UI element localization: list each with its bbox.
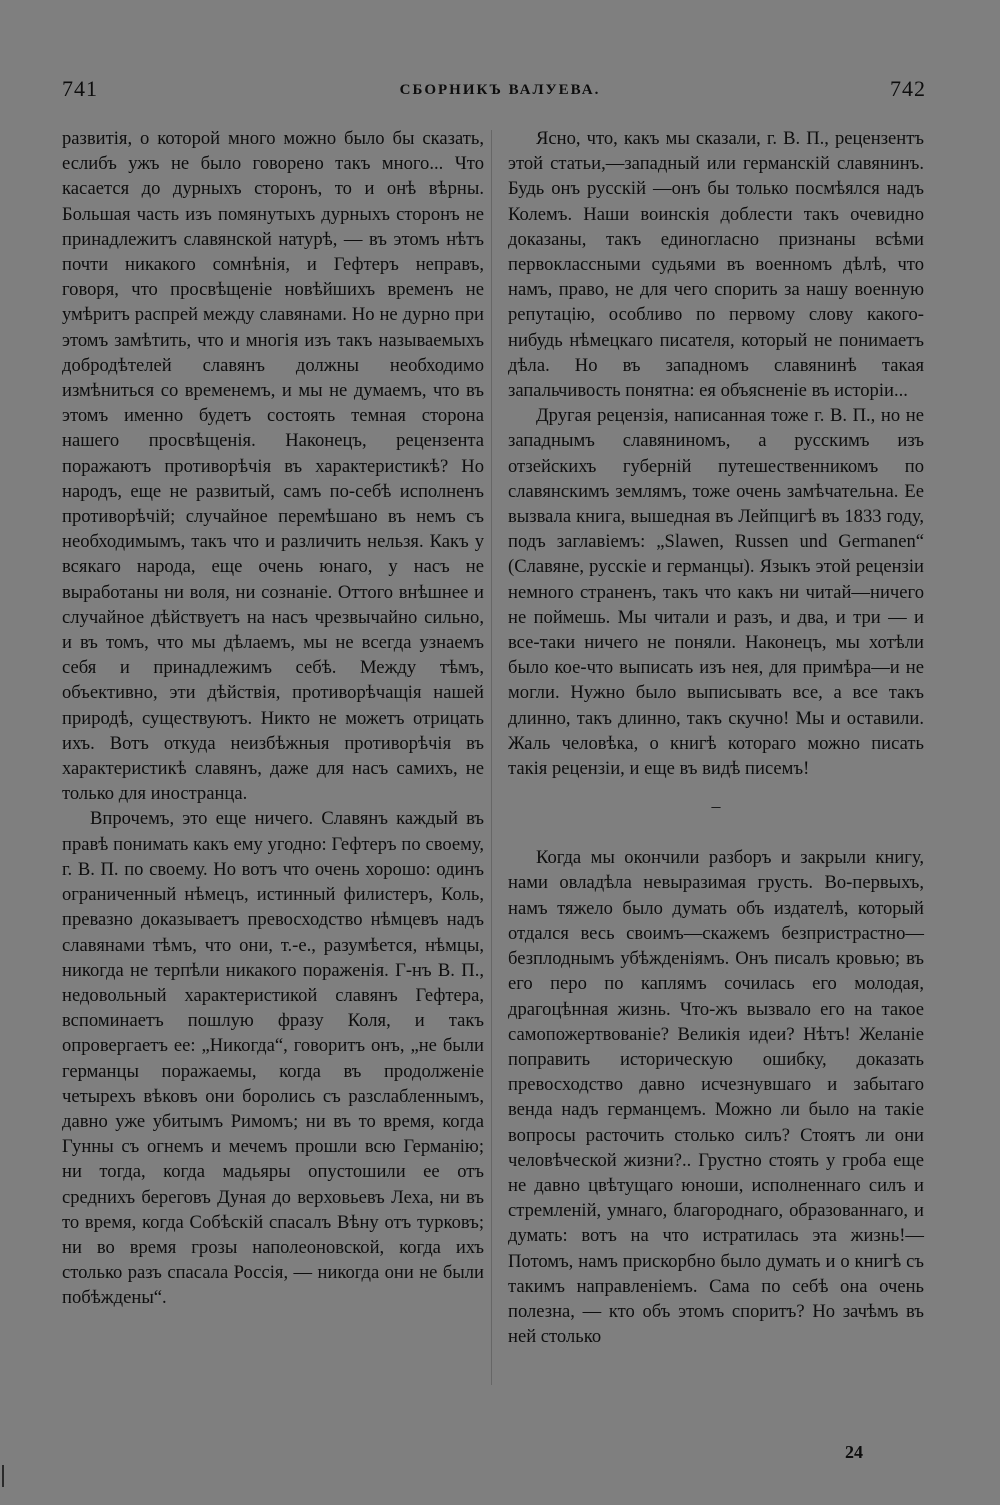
right-column — [508, 126, 924, 1349]
page-number-right: 742 — [890, 76, 926, 101]
paragraph: Впрочемъ, это еще ничего. Славянъ каждый въ правѣ понимать какъ ему угодно: Гефтеръ по своему, г. В. П. по своему. Но вотъ что очень хорошо: одинъ ограниченный нѣмецъ, истинный филистеръ, Коль, превазно доказываетъ превосходство нѣмцевъ надъ славянами тѣмъ, что они, т.-е., разумѣется, нѣмцы, никогда не терпѣли никакого пораженія. Г-нъ В. П., недовольный характеристикой славянъ Гефтера, вспоминаетъ пошлую фразу Коля, и такъ опровергаетъ ее: „Никогда“, говоритъ онъ, „не были германцы поражаемы, когда въ продолженіе четырехъ вѣковъ они боролись съ разслабленнымъ, давно уже убитымъ Римомъ; ни въ то время, когда Гунны съ огнемъ и мечемъ прошли всю Германію; ни тогда, когда мадьяры опустошили ее отъ среднихъ береговъ Дуная до верховьевъ Леха, ни въ то время, когда Собѣскій спасалъ Вѣну отъ турковъ; ни во время грозы наполеоновской, когда ихъ столько разъ спасала Россія, — никогда они не были побѣждены“. — [62, 808, 484, 1309]
page-number-left: 741 — [62, 76, 98, 101]
paragraph: Другая рецензія, написанная тоже г. В. П., но не западнымъ славяниномъ, а русскимъ изъ отзейскихъ губерній путешественникомъ по славянскимъ землямъ, тоже очень замѣчательна. Ее вызвала книга, вышедная въ Лейпцигѣ въ 1833 году, подъ заглавіемъ: „Slawen, Russen und Germanen“ (Славяне, русскіе и германцы). Языкъ этой рецензіи немного страненъ, такъ что какъ ни читай—ничего не поймешь. Мы читали и разъ, и два, и три — и все-таки ничего не поняли. Наконецъ, мы хотѣли было кое-что выписать изъ нея, для примѣра—и не могли. Нужно было выписывать все, а все такъ длинно, такъ длинно, такъ скучно! Мы и оставили. Жаль человѣка, о книгѣ котораго можно писать такія рецензіи, и еще въ видѣ писемъ! — [508, 405, 924, 780]
left-column — [62, 126, 484, 1311]
paragraph: Ясно, что, какъ мы сказали, г. В. П., рецензентъ этой статьи,—западный или германскій славянинъ. Будь онъ русскій —онъ бы только посмѣялся надъ Колемъ. Наши воинскія доблести такъ очевидно доказаны, такъ единогласно признаны всѣми первоклассными судьями въ военномъ дѣлѣ, что намъ, право, не для чего спорить за нашу военную репутацію, особливо по первому слову какого-нибудь нѣмецкаго писателя, который не понимаетъ дѣла. Но въ западномъ славянинѣ такая запальчивость понятна: ея объясненіе въ исторіи... — [508, 128, 924, 402]
column-divider — [491, 130, 492, 1385]
paragraph: развитія, о которой много можно было бы сказать, еслибъ ужъ не было говорено такъ много... Что касается до дурныхъ сторонъ, то и онѣ вѣрны. Большая часть изъ помянутыхъ дурныхъ сторонъ не принадлежитъ славянской натурѣ, — въ этомъ нѣтъ почти никакого сомнѣнія, и Гефтеръ неправъ, говоря, что просвѣщеніе новѣйшихъ временъ не умѣритъ распрей между славянами. Но не дурно при этомъ замѣтить, что и многія изъ такъ называемыхъ добродѣтелей славянъ должны необходимо измѣниться со временемъ, и мы не думаемъ, что въ этомъ именно будетъ состоять темная сторона нашего просвѣщенія. Наконецъ, рецензента поражаютъ противорѣчія въ характеристикѣ? Но народъ, еще не развитый, самъ по-себѣ исполненъ противорѣчій; случайное перемѣшано въ немъ съ необходимымъ, такъ что и различить нельзя. Какъ у всякаго народа, еще очень юнаго, у насъ не выработаны ни воля, ни сознаніе. Оттого внѣшнее и случайное дѣйствуетъ на насъ чрезвычайно сильно, и въ томъ, что мы дѣлаемъ, мы не всегда узнаемъ себя и принадлежимъ себѣ. Между тѣмъ, объективно, эти дѣйствія, противорѣчащія нашей природѣ, существуютъ. Никто не можетъ отрицать ихъ. Вотъ откуда неизбѣжныя противорѣчія въ характеристикѣ славянъ, даже для насъ самихъ, не только для иностранца. — [62, 128, 484, 805]
signature-mark: 24 — [845, 1442, 863, 1462]
running-title: СБОРНИКЪ ВАЛУЕВА. — [399, 82, 601, 98]
section-separator: – — [711, 796, 721, 817]
margin-mark — [2, 1465, 4, 1487]
page-header — [0, 76, 1000, 108]
paragraph: Когда мы окончили разборъ и закрыли книгу, нами овладѣла невыразимая грусть. Во-первыхъ, намъ тяжело было думать объ издателѣ, который отдался весь своимъ—скажемъ безпристрастно—безплоднымъ убѣжденіямъ. Онъ писалъ кровью; въ его перо по каплямъ сочилась его молодая, драгоцѣнная жизнь. Что-жъ вызвало его на такое самопожертвованіе? Великія идеи? Нѣтъ! Желаніе поправить историческую ошибку, доказать превосходство давно исчезнувшаго и забытаго венда надъ германцемъ. Можно ли было на такіе вопросы расточить столько силъ? Стоятъ ли они человѣческой жизни?.. Грустно стоять у гроба еще не давно цвѣтущаго юноши, исполненнаго силъ и стремленій, умнаго, благороднаго, образованнаго, и думать: вотъ на что истратилась эта жизнь!—Потомъ, намъ прискорбно было думать и о книгѣ съ такимъ направленіемъ. Сама по себѣ она очень полезна, — кто объ этомъ споритъ? Но зачѣмъ въ ней столько — [508, 847, 924, 1348]
